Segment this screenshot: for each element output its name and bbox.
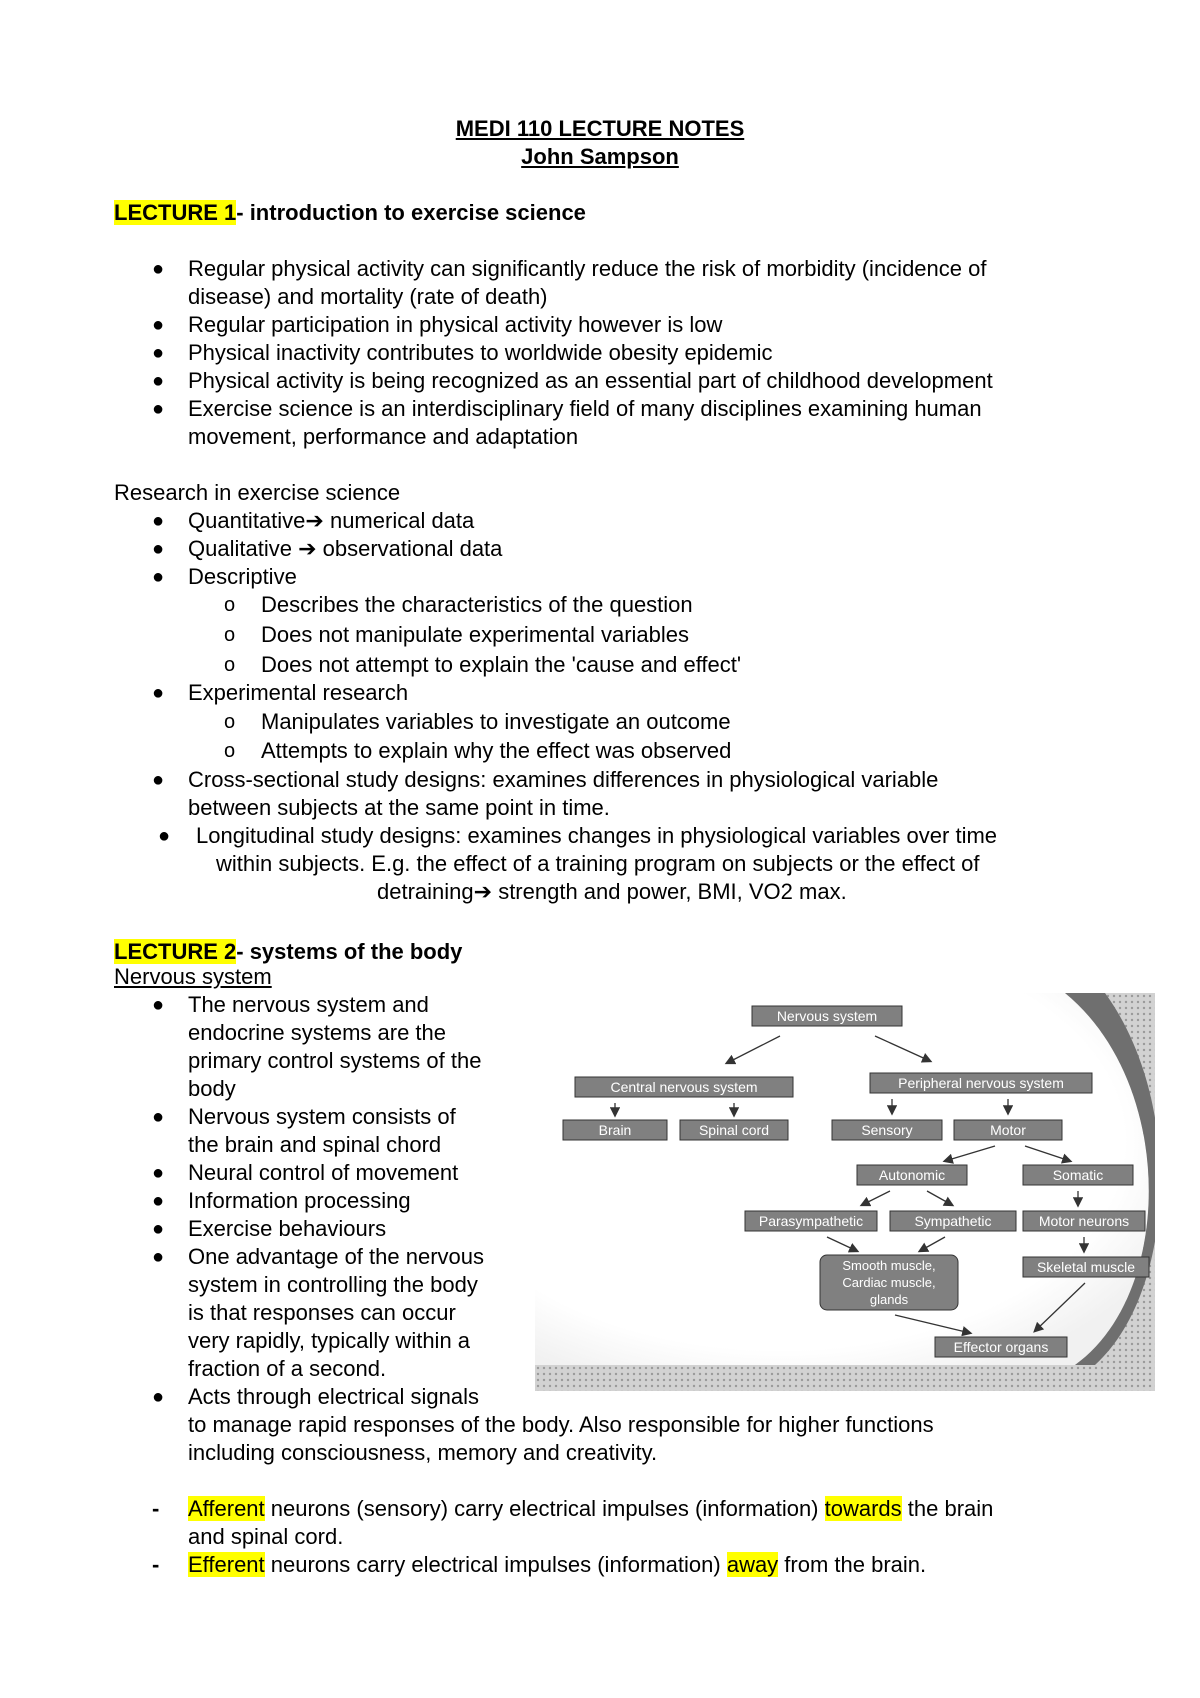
list-item-text: Manipulates variables to investigate an outcome [261, 709, 731, 734]
nervous-system-subheading: Nervous system [114, 964, 272, 989]
diagram-node-label: Peripheral nervous system [898, 1075, 1064, 1091]
list-item [0, 367, 1200, 395]
list-item-text: Exercise science is an interdisciplinary field of many disciplines examining human [188, 396, 982, 421]
arrow-icon: ➔ [305, 508, 324, 533]
list-item-text: Physical activity is being recognized as an essential part of childhood development [188, 368, 993, 393]
bullet-icon: ● [152, 994, 165, 1016]
list-item-text: Exercise behaviours [188, 1216, 387, 1241]
list-item [0, 395, 1200, 451]
nervous-system-diagram [535, 993, 1155, 1391]
list-item [0, 563, 1200, 591]
diagram-node-label: Somatic [1052, 1167, 1104, 1183]
list-item [0, 766, 1200, 822]
list-item-text: primary control systems of the [188, 1048, 482, 1073]
list-item-text: Neural control of movement [188, 1160, 459, 1185]
bullet-icon: ● [152, 342, 165, 364]
list-item [0, 535, 1200, 563]
diagram-node-label: Brain [598, 1122, 632, 1138]
list-item-text: disease) and mortality (rate of death) [188, 284, 548, 309]
bullet-icon: ● [152, 1246, 165, 1268]
list-item-text: detraining➔ strength and power, BMI, VO2 max. [377, 879, 847, 904]
list-item-text: Regular physical activity can significantly reduce the risk of morbidity (incidence of [188, 256, 987, 281]
bullet-icon: ● [152, 769, 165, 791]
lecture-2-heading [114, 939, 462, 965]
author-name: John Sampson [521, 144, 679, 169]
list-item-text: Does not attempt to explain the 'cause and effect' [261, 652, 742, 677]
sub-bullet-icon: o [224, 624, 236, 646]
sub-bullet-icon: o [224, 654, 236, 676]
list-item-text: Information processing [188, 1188, 411, 1213]
diagram-node-label: glands [869, 1292, 909, 1307]
dash-bullet: - [152, 1552, 160, 1577]
diagram-node-label: Effector organs [953, 1339, 1049, 1355]
list-item-text: very rapidly, typically within a [188, 1328, 471, 1353]
bullet-icon: ● [152, 510, 165, 532]
lecture-2-title: - systems of the body [236, 939, 463, 964]
sub-bullet-icon: o [224, 594, 236, 616]
list-item-text: Does not manipulate experimental variables [261, 622, 690, 647]
bullet-icon: ● [152, 314, 165, 336]
bullet-icon: ● [152, 370, 165, 392]
dash-bullet: - [152, 1496, 160, 1521]
bullet-icon: ● [152, 398, 165, 420]
sub-list-item [0, 621, 1200, 651]
diagram-node-label: Skeletal muscle [1036, 1259, 1136, 1275]
list-item-text: Describes the characteristics of the question [261, 592, 693, 617]
list-item-text: Regular participation in physical activity however is low [188, 312, 723, 337]
list-item-text: Longitudinal study designs: examines changes in physiological variables over time [196, 823, 998, 848]
away-term: away [726, 1552, 779, 1577]
list-item-text: Cross-sectional study designs: examines differences in physiological variable [188, 767, 939, 792]
sub-bullet-icon: o [224, 740, 236, 762]
list-item-text: Nervous system consists of [188, 1104, 456, 1129]
list-item-text: fraction of a second. [188, 1356, 387, 1381]
bullet-icon: ● [152, 1106, 165, 1128]
bullet-icon: ● [158, 825, 171, 847]
research-heading: Research in exercise science [114, 480, 401, 505]
lecture-1-label: LECTURE 1 [114, 200, 237, 225]
list-item-text: between subjects at the same point in time. [188, 795, 610, 820]
diagram-node-label: Central nervous system [610, 1079, 758, 1095]
course-title: MEDI 110 LECTURE NOTES [455, 116, 745, 141]
document-page: MEDI 110 LECTURE NOTES John Sampson LECTURE 1- introduction to exercise science ● Regular physical activity can significantly reduce the risk of morbidity (incidence of disease) and mortality (rate of death) ● Regular participation in physical activity however is low ● Physical inactivity contributes to worldwide obesity epidemic ● Physical activity is being recognized as an essential part of childhood development ● Exercise science is an interdisciplinary field of many disciplines examining human movement, performance and adaptation Research in exercise science ● Quantitative➔ numerical data ● Qualitative ➔ observational data ● Descriptive o Describes the characteristics of the question o Does not manipulate experimental variables o Does not attempt to explain the 'cause and effect' ● Experimental research o Manipulates variables to investigate an outcome o Attempts to explain why the effect was observed ● Cross-sectional study designs: examines differences in physiological variable between subjects at the same point in time. ● Longitudinal study designs: examines changes in physiological variables over time within subjects. E.g. the effect of a training program on subjects or the effect of detraining➔ strength and power, BMI, VO2 max. LECTURE 2- systems of the body Nervous system ● The nervous system and endocrine systems are the primary control systems of the body ● Nervous system consists of the brain and spinal chord ● Neural control of movement ● Information processing ● Exercise behaviours ● One advantage of the nervous system in controlling the body is that responses can occur very rapidly, typically within a fraction of a second. ● Acts through electrical signals to manage rapid responses of the body. Also responsible for higher functions including consciousness, memory and creativity. - Afferent neurons (sensory) carry electrical impulses (information) towards the brain and spinal cord. - Efferent neurons carry electrical impulses (information) away from the brain. Nervous system Central nervous system Peripheral nervous system Brain Spinal cord Sensory Motor Autonomic Somatic Parasympathetic Sympathetic Motor neurons Smooth muscle, Cardiac muscle, glands Skeletal muscle Effector organs [0, 0, 1200, 1698]
list-item-text: Experimental research [188, 680, 409, 705]
list-item [0, 1383, 1200, 1467]
list-item [0, 339, 1200, 367]
bullet-icon: ● [152, 1162, 165, 1184]
list-item-text: system in controlling the body [188, 1272, 478, 1297]
efferent-term: Efferent [188, 1552, 265, 1577]
bullet-icon: ● [152, 1190, 165, 1212]
sub-list-item [0, 651, 1200, 679]
diagram-node-label: Sympathetic [914, 1213, 992, 1229]
list-item-text: Attempts to explain why the effect was observed [261, 738, 732, 763]
sub-list-item [0, 591, 1200, 621]
bullet-icon: ● [152, 682, 165, 704]
list-item [0, 679, 1200, 708]
bullet-icon: ● [152, 1218, 165, 1240]
diagram-node-label: Autonomic [878, 1167, 946, 1183]
sub-list-item [0, 737, 1200, 766]
towards-term: towards [824, 1496, 902, 1521]
list-item-text: within subjects. E.g. the effect of a training program on subjects or the effect of [216, 851, 980, 876]
list-item-text: Quantitative➔ numerical data [188, 508, 475, 533]
lecture-1-bullet-list [0, 255, 1200, 451]
list-item-text: Physical inactivity contributes to worldwide obesity epidemic [188, 340, 773, 365]
diagram-node-label: Motor [990, 1122, 1026, 1138]
sub-list-item [0, 708, 1200, 737]
arrow-icon: ➔ [473, 879, 493, 904]
diagram-node-label: Nervous system [776, 1008, 878, 1024]
list-item-text: The nervous system and [188, 992, 429, 1017]
list-item-text: is that responses can occur [188, 1300, 456, 1325]
list-item-text: the brain and spinal chord [188, 1132, 442, 1157]
diagram-node-label: Cardiac muscle, [842, 1275, 936, 1290]
lecture-1-heading [114, 200, 586, 226]
list-item-text: Acts through electrical signals [188, 1384, 480, 1409]
list-item-text: body [188, 1076, 236, 1101]
bullet-icon: ● [152, 258, 165, 280]
bullet-icon: ● [152, 538, 165, 560]
arrow-icon: ➔ [298, 536, 317, 561]
diagram-node-label: Motor neurons [1038, 1213, 1130, 1229]
bullet-icon: ● [152, 566, 165, 588]
list-item-text: endocrine systems are the [188, 1020, 447, 1045]
list-item-text: One advantage of the nervous [188, 1244, 484, 1269]
research-bullet-list [0, 507, 1200, 906]
bullet-icon: ● [152, 1386, 165, 1408]
list-item-text: movement, performance and adaptation [188, 424, 579, 449]
list-item-text: Descriptive [188, 564, 297, 589]
lecture-2-label: LECTURE 2 [114, 939, 237, 964]
lecture-1-title: - introduction to exercise science [236, 200, 586, 225]
list-item [0, 822, 1200, 906]
list-item [0, 311, 1200, 339]
list-item-text: to manage rapid responses of the body. Also responsible for higher functions [188, 1412, 934, 1437]
list-item-text: including consciousness, memory and creativity. [188, 1440, 658, 1465]
list-item [0, 507, 1200, 535]
list-item-text: and spinal cord. [188, 1524, 344, 1549]
list-item-text: Qualitative ➔ observational data [188, 536, 503, 561]
diagram-node-label: Parasympathetic [758, 1213, 864, 1229]
sub-bullet-icon: o [224, 711, 236, 733]
list-item [0, 255, 1200, 311]
diagram-node-label: Sensory [861, 1122, 913, 1138]
diagram-node-label: Smooth muscle, [842, 1258, 936, 1273]
diagram-node-label: Spinal cord [698, 1122, 770, 1138]
afferent-term: Afferent [188, 1496, 265, 1521]
